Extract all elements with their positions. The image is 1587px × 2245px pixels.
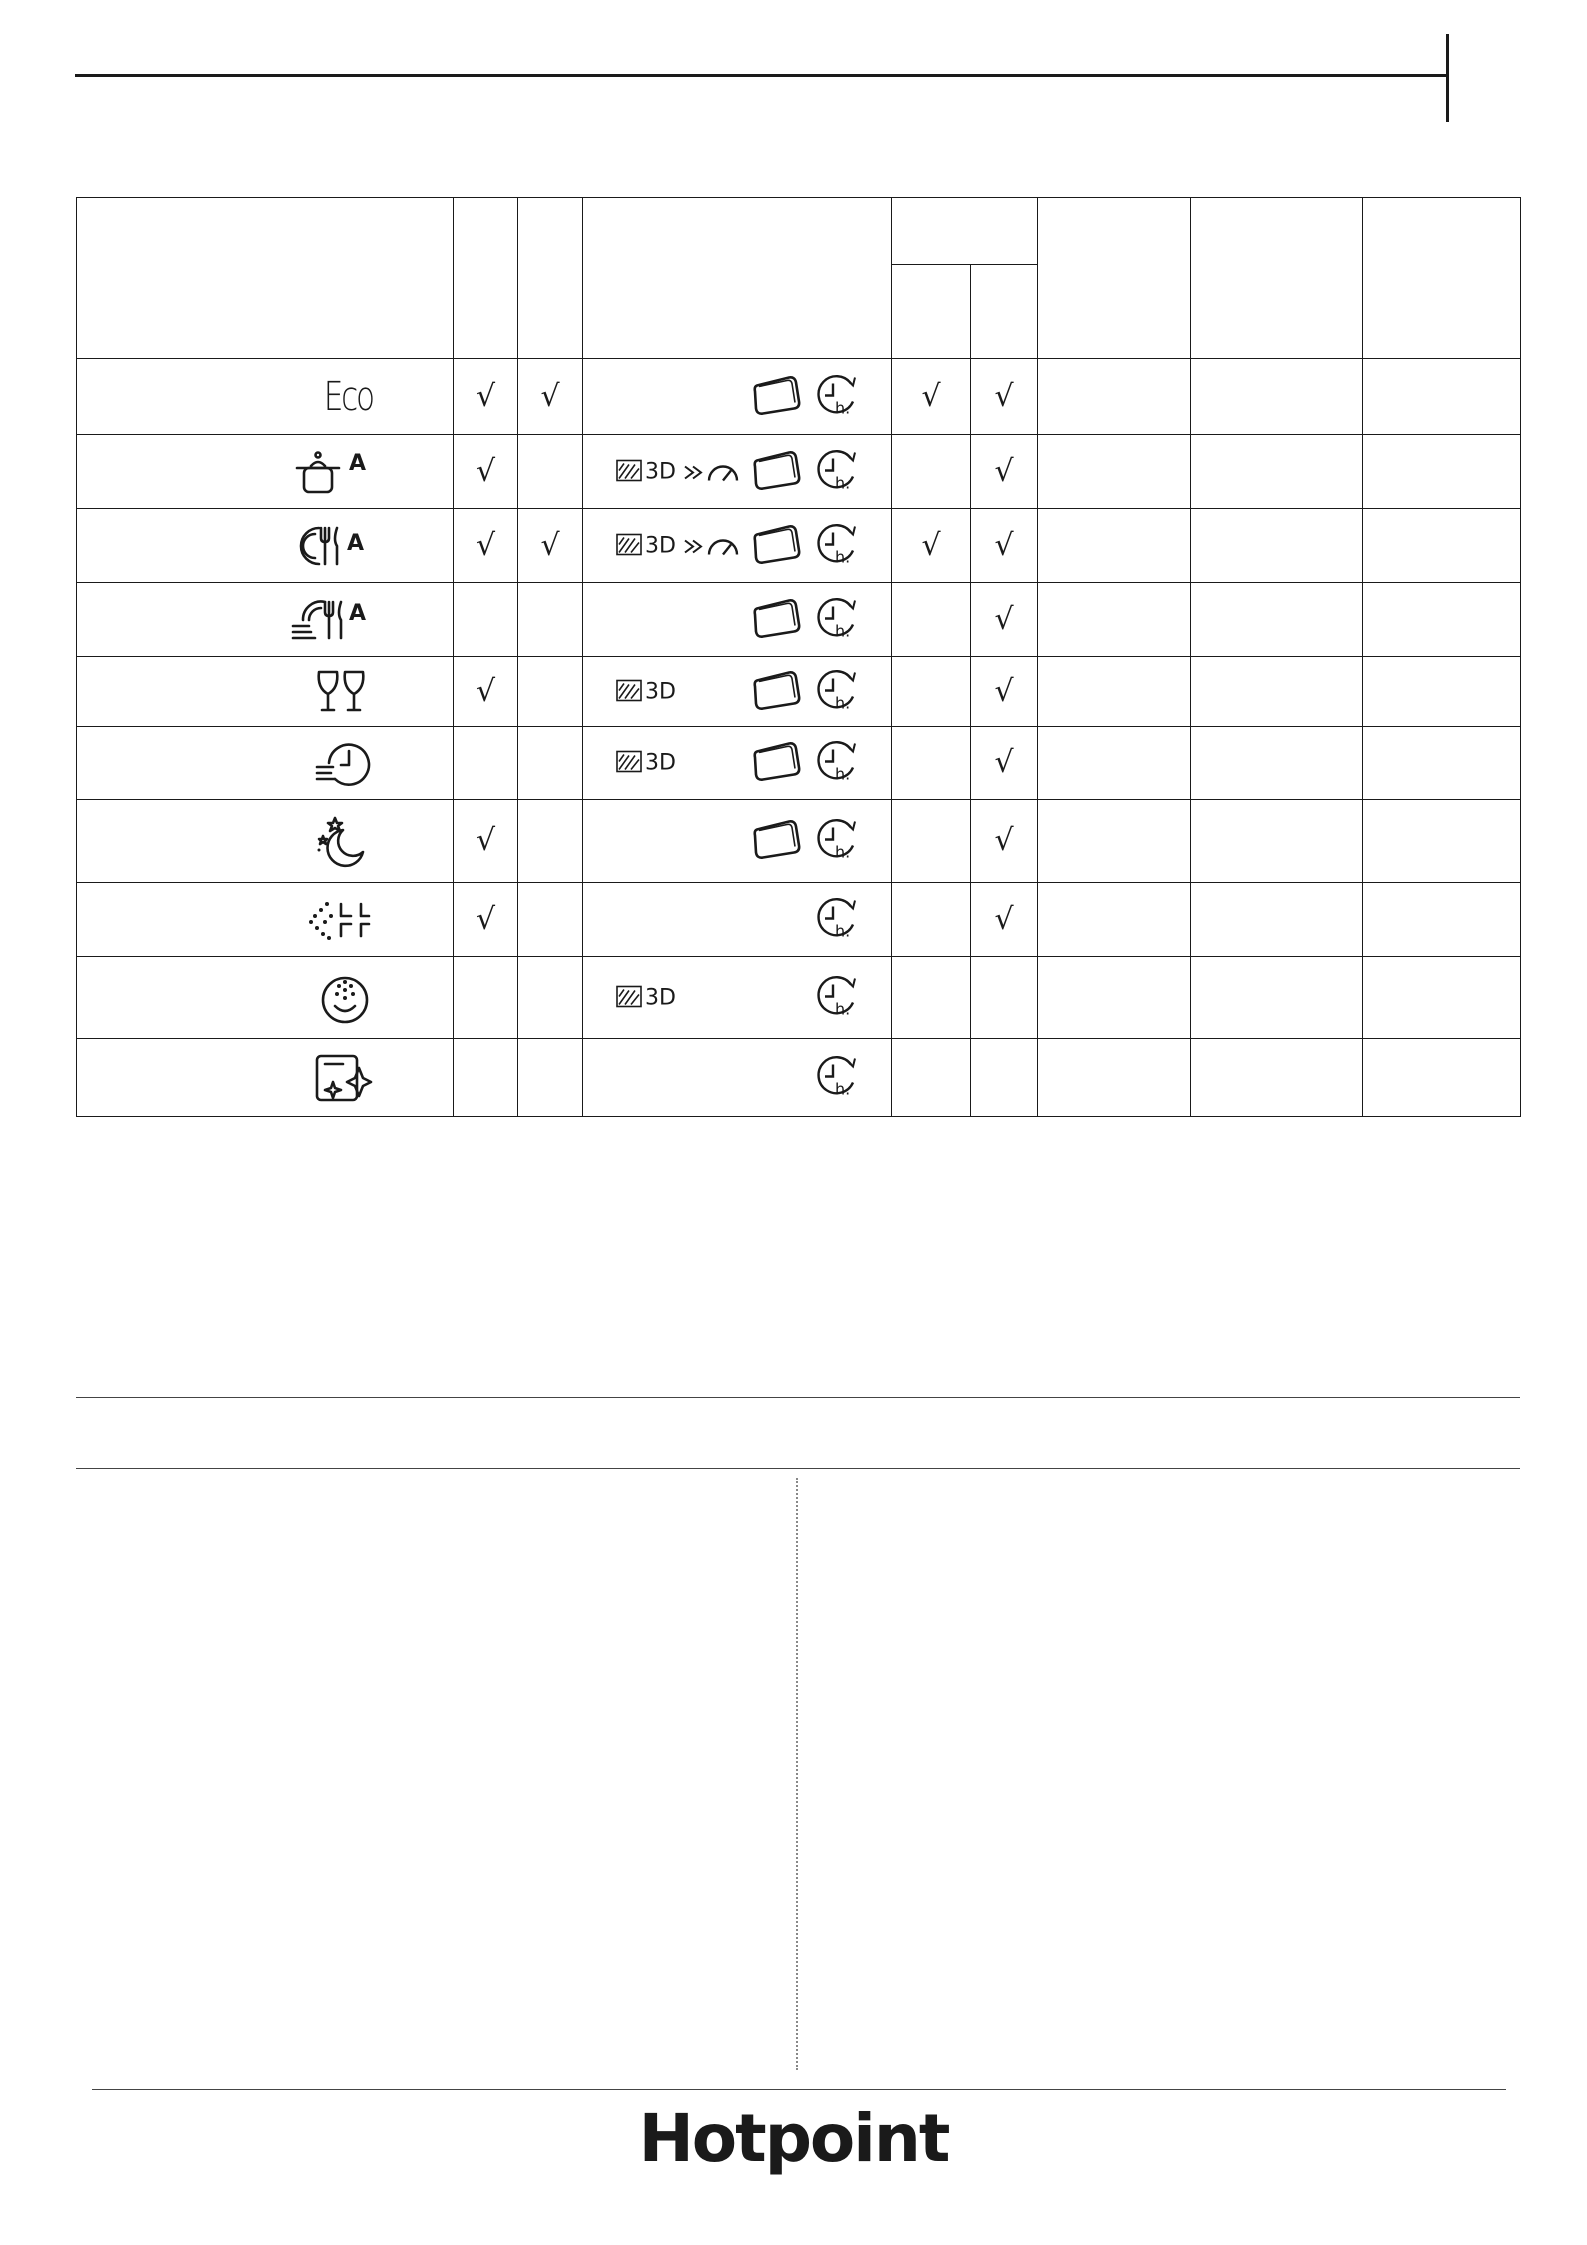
tablet-icon	[751, 740, 803, 787]
options-cell	[583, 883, 892, 957]
check-mark-icon: √	[475, 453, 496, 489]
options-cell	[583, 957, 892, 1039]
programme-icon-cell	[77, 657, 454, 727]
header-col-7	[1038, 198, 1191, 359]
check-mark-icon: √	[475, 673, 496, 709]
pot-a-icon	[293, 450, 373, 480]
options-cell	[583, 509, 892, 583]
svg-text:h.: h.	[835, 999, 851, 1018]
cell-col-1	[454, 800, 518, 883]
header-options	[583, 198, 892, 359]
section-rule-2	[76, 1468, 1520, 1469]
check-mark-icon: √	[921, 378, 941, 414]
eco-text-icon: Eco	[324, 373, 373, 420]
cell-col-8	[1191, 509, 1363, 583]
cell-sub-1	[892, 583, 971, 657]
cell-col-7	[1038, 657, 1191, 727]
delay-clock-icon	[813, 666, 863, 717]
cell-col-8	[1191, 657, 1363, 727]
footer-rule	[92, 2089, 1506, 2090]
cell-col-8	[1191, 1039, 1363, 1117]
cell-col-1	[454, 957, 518, 1039]
cell-sub-2	[971, 1039, 1038, 1117]
cell-sub-2	[971, 800, 1038, 883]
check-mark-icon: √	[475, 901, 496, 937]
cell-col-9	[1363, 435, 1521, 509]
cell-sub-2	[971, 359, 1038, 435]
cell-sub-2	[971, 727, 1038, 800]
cell-col-1	[454, 509, 518, 583]
tablet-icon	[751, 373, 803, 420]
check-mark-icon: √	[994, 378, 1014, 414]
svg-text:h.: h.	[835, 398, 851, 417]
svg-text:h.: h.	[835, 547, 851, 566]
cell-sub-1	[892, 800, 971, 883]
prewash-drops-icon	[317, 989, 373, 1006]
night-moon-icon	[313, 832, 373, 849]
delay-clock-icon	[813, 520, 863, 571]
cell-sub-2	[971, 657, 1038, 727]
check-mark-icon: √	[994, 745, 1014, 780]
column-divider	[796, 1478, 798, 2070]
cell-col-8	[1191, 957, 1363, 1039]
cell-col-7	[1038, 957, 1191, 1039]
cell-col-1	[454, 583, 518, 657]
turbo-speed-icon	[681, 526, 743, 565]
cell-col-7	[1038, 509, 1191, 583]
cell-sub-1	[892, 435, 971, 509]
zone-3d-icon	[615, 452, 681, 491]
options-cell	[583, 800, 892, 883]
cell-col-8	[1191, 800, 1363, 883]
delay-clock-icon	[813, 446, 863, 497]
table-row	[77, 583, 1521, 657]
cell-sub-1	[892, 1039, 971, 1117]
self-clean-icon	[313, 1069, 373, 1086]
top-tick	[1446, 34, 1449, 122]
programme-icon-cell	[77, 1039, 454, 1117]
programme-icon-cell	[77, 583, 454, 657]
svg-text:A: A	[349, 450, 367, 476]
svg-text:h.: h.	[835, 621, 851, 640]
cell-col-1	[454, 435, 518, 509]
cell-col-7	[1038, 359, 1191, 435]
cell-col-9	[1363, 1039, 1521, 1117]
svg-text:3D: 3D	[645, 985, 676, 1010]
header-col-8	[1191, 198, 1363, 359]
table-row	[77, 435, 1521, 509]
check-mark-icon: √	[994, 453, 1014, 489]
delay-clock-icon	[813, 371, 863, 422]
check-mark-icon: √	[475, 823, 496, 858]
svg-text:h.: h.	[835, 842, 851, 862]
programme-icon-cell	[77, 727, 454, 800]
cell-col-9	[1363, 583, 1521, 657]
cell-col-8	[1191, 435, 1363, 509]
cell-col-1	[454, 657, 518, 727]
cell-col-2	[518, 359, 583, 435]
tablet-icon	[751, 522, 803, 569]
section-rule-1	[76, 1397, 1520, 1398]
delay-clock-icon	[813, 894, 863, 945]
cell-col-1	[454, 359, 518, 435]
options-cell	[583, 657, 892, 727]
header-sub-1	[892, 265, 971, 359]
svg-text:3D: 3D	[645, 459, 676, 484]
top-rule	[75, 74, 1447, 77]
tablet-icon	[751, 818, 803, 865]
cell-col-7	[1038, 435, 1191, 509]
options-cell	[583, 727, 892, 800]
hygiene-spray-icon	[307, 911, 373, 928]
delay-clock-icon	[813, 1052, 863, 1103]
cell-col-7	[1038, 883, 1191, 957]
svg-text:h.: h.	[835, 921, 851, 940]
cell-col-2	[518, 727, 583, 800]
cell-sub-1	[892, 727, 971, 800]
svg-text:h.: h.	[835, 473, 851, 492]
delay-clock-icon	[813, 816, 863, 867]
table-row	[77, 957, 1521, 1039]
svg-text:h.: h.	[835, 693, 851, 712]
cell-sub-1	[892, 883, 971, 957]
header-col-2	[518, 198, 583, 359]
svg-text:A: A	[347, 530, 365, 556]
wine-glasses-icon	[313, 683, 373, 700]
svg-text:3D: 3D	[645, 533, 676, 558]
cell-col-7	[1038, 727, 1191, 800]
table-row	[77, 359, 1521, 435]
cell-col-8	[1191, 883, 1363, 957]
cell-col-2	[518, 657, 583, 727]
check-mark-icon: √	[475, 527, 496, 563]
cell-col-7	[1038, 583, 1191, 657]
svg-text:3D: 3D	[645, 750, 676, 776]
cell-col-7	[1038, 1039, 1191, 1117]
cell-col-7	[1038, 800, 1191, 883]
plate-cutlery-a-icon	[293, 530, 373, 556]
check-mark-icon: √	[994, 527, 1014, 563]
cell-col-1	[454, 1039, 518, 1117]
svg-text:A: A	[349, 600, 367, 626]
header-col-9	[1363, 198, 1521, 359]
cell-sub-1	[892, 957, 971, 1039]
check-mark-icon: √	[540, 527, 560, 563]
cell-col-2	[518, 435, 583, 509]
header-programme	[77, 198, 454, 359]
cell-sub-2	[971, 883, 1038, 957]
table-row	[77, 1039, 1521, 1117]
delay-clock-icon	[813, 594, 863, 645]
programme-icon-cell	[77, 800, 454, 883]
programme-icon-cell	[77, 957, 454, 1039]
cell-col-9	[1363, 509, 1521, 583]
cell-sub-2	[971, 957, 1038, 1039]
cell-sub-2	[971, 509, 1038, 583]
header-sub-2	[971, 265, 1038, 359]
quick-clock-icon	[313, 754, 373, 771]
programme-icon-cell	[77, 883, 454, 957]
cell-col-2	[518, 957, 583, 1039]
zone-3d-icon	[615, 744, 681, 783]
check-mark-icon: √	[994, 823, 1014, 858]
options-cell	[583, 435, 892, 509]
cell-col-8	[1191, 727, 1363, 800]
table-row	[77, 727, 1521, 800]
svg-text:3D: 3D	[645, 679, 676, 704]
check-mark-icon: √	[475, 378, 496, 414]
cell-col-9	[1363, 800, 1521, 883]
hotpoint-logo: Hotpoint	[638, 2100, 949, 2177]
check-mark-icon: √	[994, 601, 1014, 637]
cell-sub-1	[892, 509, 971, 583]
cell-col-8	[1191, 583, 1363, 657]
cell-col-1	[454, 883, 518, 957]
check-mark-icon: √	[994, 901, 1014, 937]
cell-sub-1	[892, 359, 971, 435]
programme-table	[76, 197, 1521, 1117]
cell-col-9	[1363, 883, 1521, 957]
cell-col-1	[454, 727, 518, 800]
cell-col-9	[1363, 359, 1521, 435]
options-cell	[583, 359, 892, 435]
cell-sub-2	[971, 435, 1038, 509]
options-cell	[583, 583, 892, 657]
turbo-speed-icon	[681, 452, 743, 491]
header-col-1	[454, 198, 518, 359]
zone-3d-icon	[615, 526, 681, 565]
header-group	[892, 198, 1038, 265]
cell-sub-2	[971, 583, 1038, 657]
options-cell	[583, 1039, 892, 1117]
table-row	[77, 883, 1521, 957]
table-row	[77, 657, 1521, 727]
programme-icon-cell	[77, 509, 454, 583]
cell-col-2	[518, 1039, 583, 1117]
cell-col-2	[518, 509, 583, 583]
programme-icon-cell	[77, 359, 454, 435]
check-mark-icon: √	[921, 527, 941, 563]
zone-3d-icon	[615, 978, 681, 1017]
check-mark-icon: √	[994, 673, 1014, 709]
programme-icon-cell	[77, 435, 454, 509]
cell-col-9	[1363, 727, 1521, 800]
fast-plate-cutlery-a-icon	[289, 600, 373, 628]
cell-col-8	[1191, 359, 1363, 435]
cell-col-9	[1363, 957, 1521, 1039]
svg-text:h.: h.	[835, 1079, 851, 1098]
delay-clock-icon	[813, 972, 863, 1023]
tablet-icon	[751, 596, 803, 643]
tablet-icon	[751, 448, 803, 495]
cell-sub-1	[892, 657, 971, 727]
check-mark-icon: √	[540, 378, 560, 414]
tablet-icon	[751, 668, 803, 715]
delay-clock-icon	[813, 738, 863, 789]
svg-text:h.: h.	[835, 764, 851, 784]
cell-col-2	[518, 583, 583, 657]
cell-col-9	[1363, 657, 1521, 727]
cell-col-2	[518, 800, 583, 883]
table-row	[77, 509, 1521, 583]
zone-3d-icon	[615, 672, 681, 711]
table-row	[77, 800, 1521, 883]
cell-col-2	[518, 883, 583, 957]
